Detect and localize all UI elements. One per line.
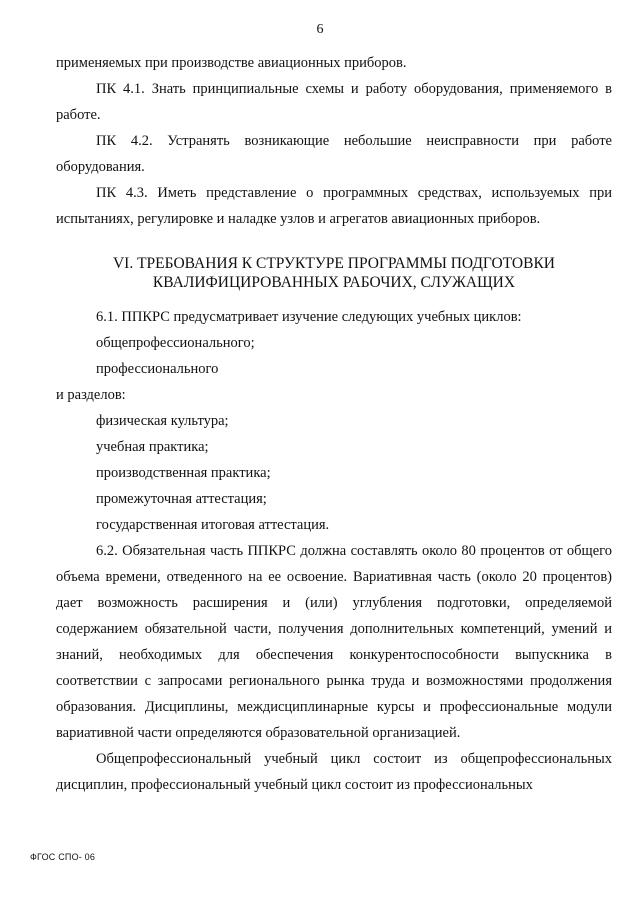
paragraph-cycles-composition: Общепрофессиональный учебный цикл состоит из общепрофессиональных дисциплин, профессиональный учебный цикл состоит из профессиональных	[56, 751, 612, 793]
paragraph-pk-4-2: ПК 4.2. Устранять возникающие небольшие неисправности при работе оборудования.	[56, 133, 612, 175]
document-body	[56, 50, 612, 798]
list-item-cycle: профессионального	[96, 361, 219, 377]
list-item-section: промежуточная аттестация;	[96, 491, 267, 507]
section-heading	[56, 254, 612, 292]
list-item-section: производственная практика;	[96, 465, 271, 481]
paragraph-pk-4-1: ПК 4.1. Знать принципиальные схемы и работу оборудования, применяемого в работе.	[56, 81, 612, 123]
page-number: 6	[316, 22, 324, 37]
list-item-section: государственная итоговая аттестация.	[96, 517, 330, 533]
footer-code: ФГОС СПО- 06	[30, 852, 96, 862]
list-item-section: учебная практика;	[96, 439, 209, 455]
sections-intro: и разделов:	[56, 387, 126, 403]
paragraph-pk-4-3: ПК 4.3. Иметь представление о программных средствах, используемых при испытаниях, регулировке и наладке узлов и агрегатов авиационных приборов.	[56, 185, 612, 227]
paragraph-continuation: применяемых при производстве авиационных приборов.	[56, 55, 407, 71]
list-item-section: физическая культура;	[96, 413, 229, 429]
list-item-cycle: общепрофессионального;	[96, 335, 255, 351]
paragraph-6-1: 6.1. ППКРС предусматривает изучение следующих учебных циклов:	[96, 309, 522, 325]
paragraph-6-2: 6.2. Обязательная часть ППКРС должна составлять около 80 процентов от общего объема времени, отведенного на ее освоение. Вариативная часть (около 20 процентов) дает возможность расширения и (или) углубления подготовки, определяемой содержанием обязательной части, получения дополнительных компетенций, умений и знаний, необходимых для обеспечения конкурентоспособности выпускника в соответствии с запросами регионального рынка труда и возможностями продолжения образования. Дисциплины, междисциплинарные курсы и профессиональные модули вариативной части определяются образовательной организацией.	[56, 543, 612, 741]
section-heading-line-2: КВАЛИФИЦИРОВАННЫХ РАБОЧИХ, СЛУЖАЩИХ	[152, 274, 516, 291]
section-heading-line-1: VI. ТРЕБОВАНИЯ К СТРУКТУРЕ ПРОГРАММЫ ПОДГОТОВКИ	[112, 255, 555, 272]
